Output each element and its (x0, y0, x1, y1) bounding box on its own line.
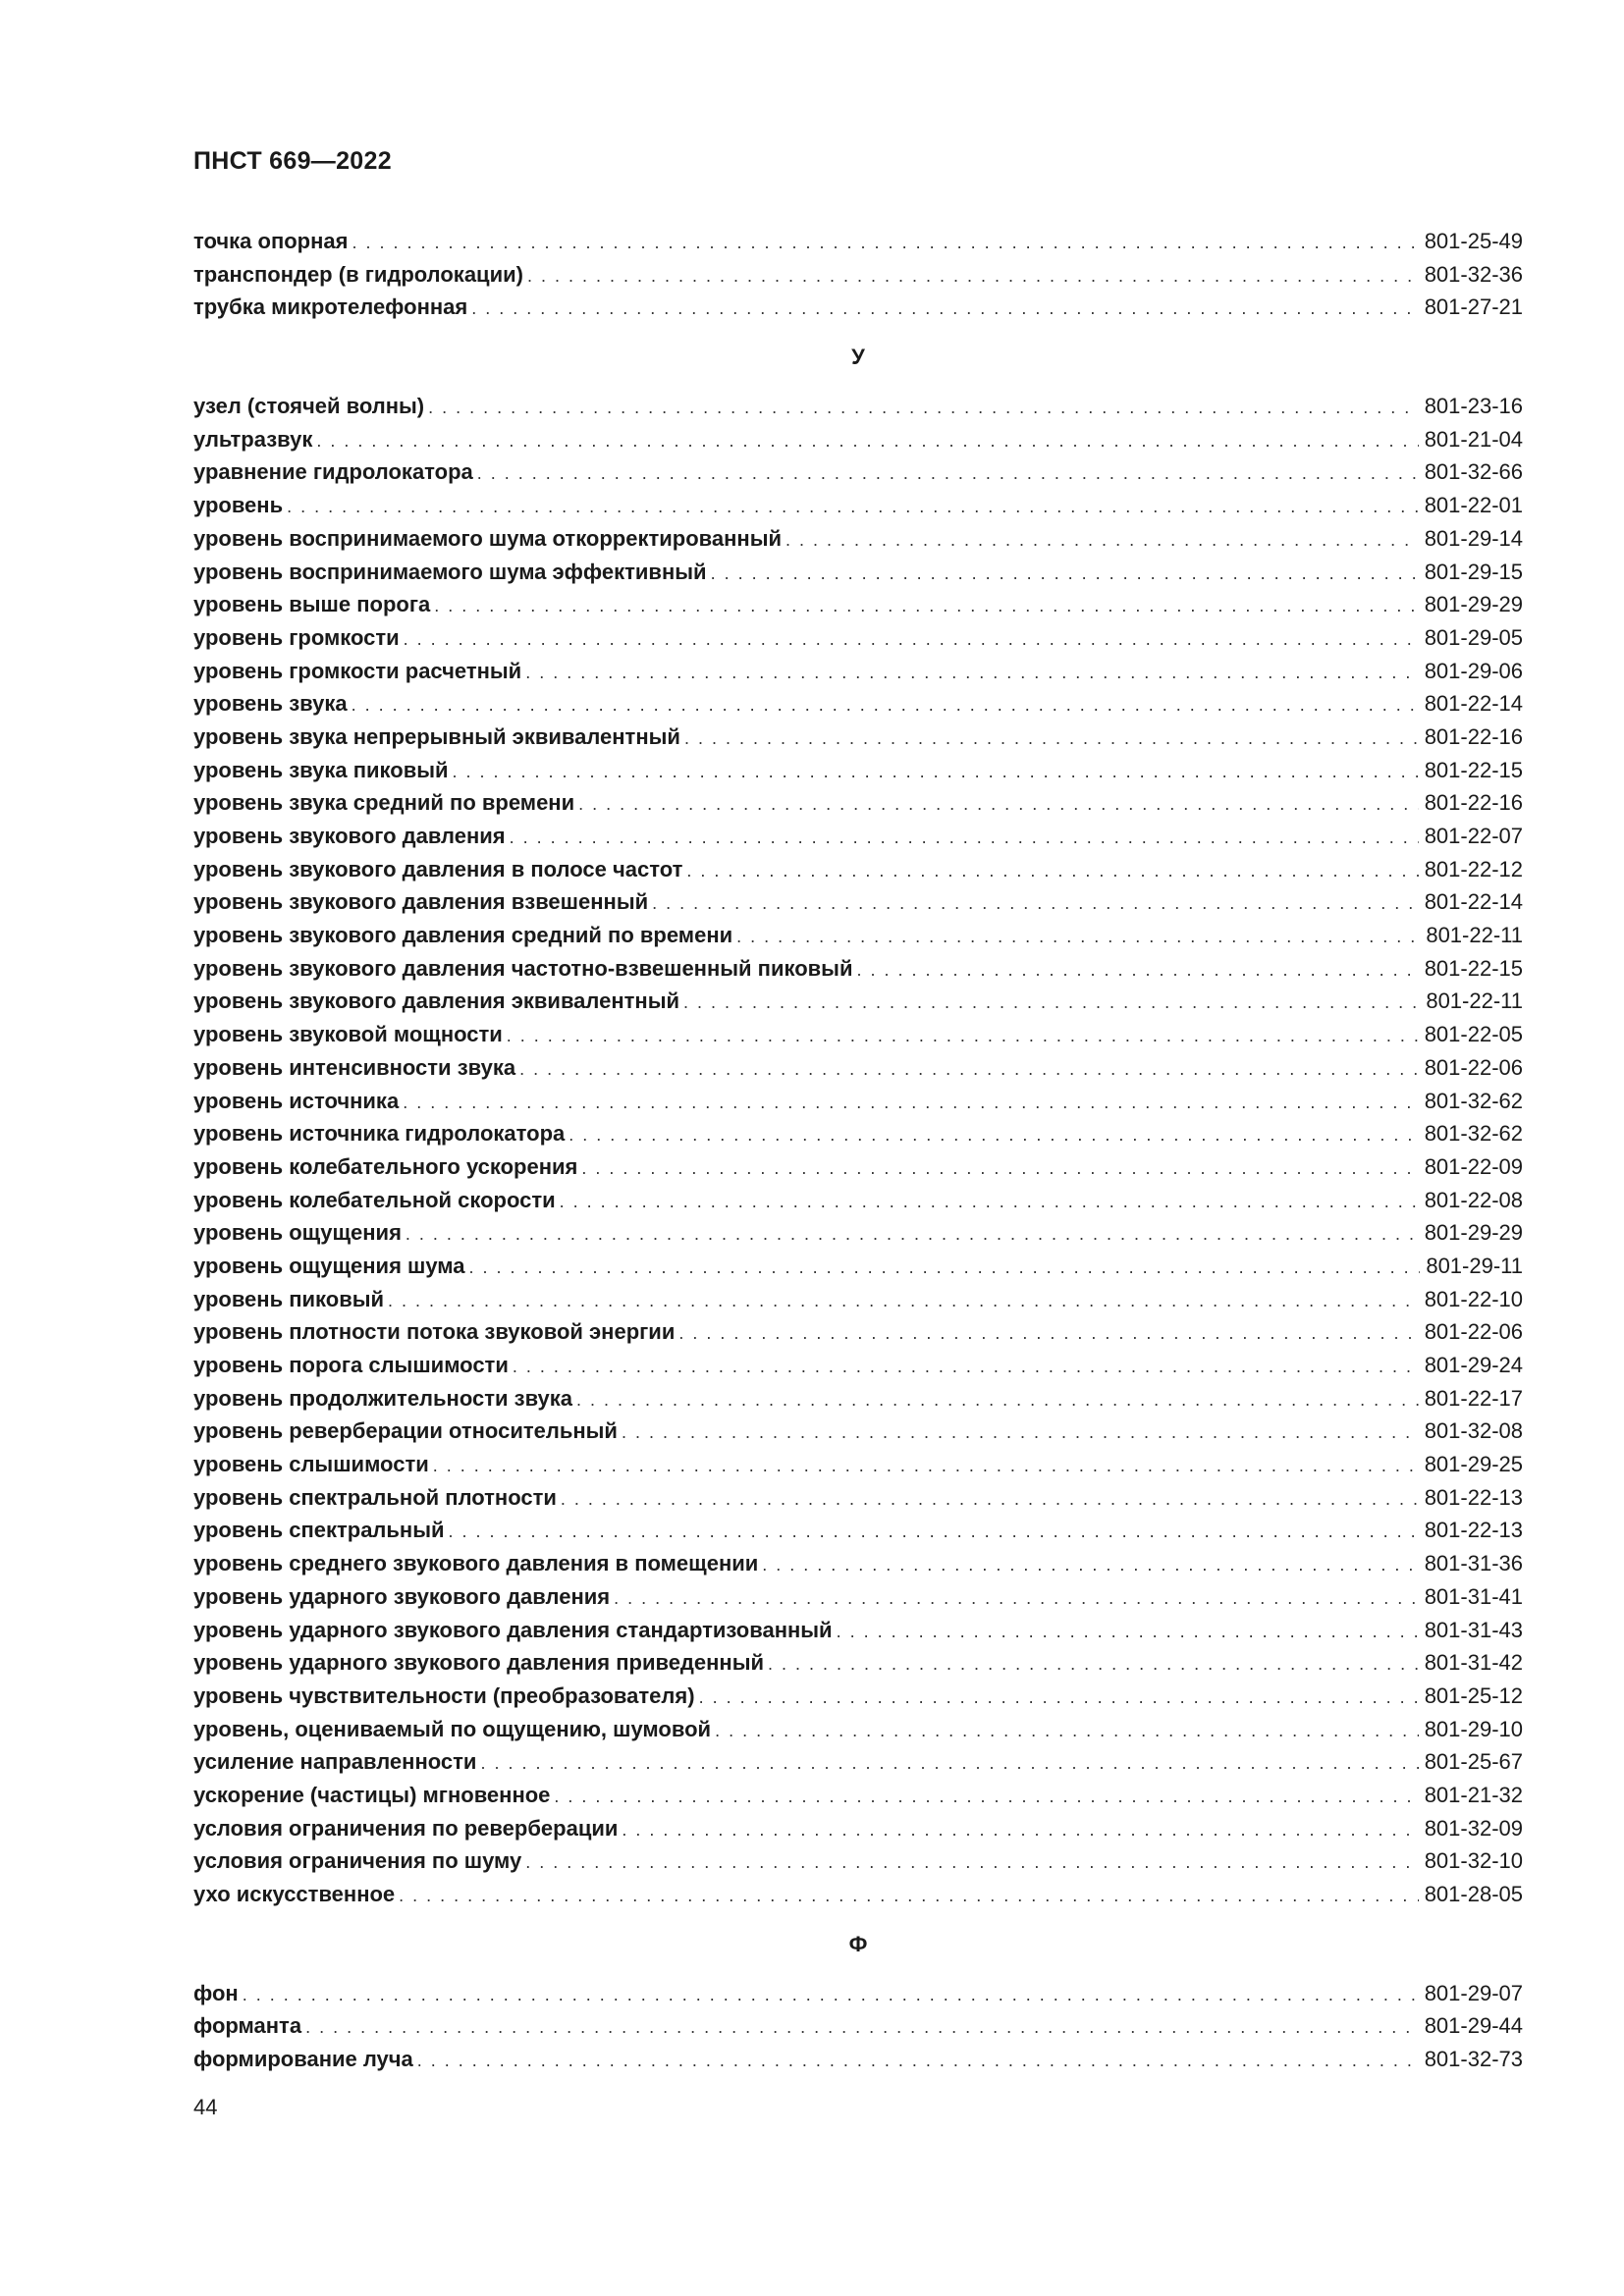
dot-leader (287, 491, 1419, 524)
entry-term: уровень громкости (193, 624, 400, 650)
dot-leader (513, 1351, 1419, 1384)
index-entry (193, 820, 1523, 853)
index-entry (193, 1514, 1523, 1547)
entry-term: уровень колебательного ускорения (193, 1153, 578, 1179)
dot-leader (417, 2045, 1419, 2078)
entry-code: 801-22-11 (1426, 988, 1523, 1014)
entry-term: уровень звукового давления взвешенный (193, 889, 649, 915)
dot-leader (434, 590, 1418, 623)
entry-term: уровень пиковый (193, 1286, 385, 1311)
entry-code: 801-32-62 (1424, 1121, 1523, 1147)
dot-leader (652, 887, 1419, 921)
entry-term: уровень звука (193, 691, 348, 717)
index-entry (193, 621, 1523, 655)
entry-term: уровень звука непрерывный эквивалентный (193, 723, 680, 749)
entry-code: 801-21-32 (1424, 1782, 1523, 1807)
index-entry (193, 390, 1523, 423)
entry-term: уровень звукового давления эквивалентный (193, 988, 679, 1014)
dot-leader (711, 558, 1419, 591)
dot-leader (837, 1616, 1419, 1649)
dot-leader (578, 788, 1419, 822)
entry-term: уровень чувствительности (преобразователя) (193, 1682, 695, 1708)
entry-code: 801-22-05 (1424, 1022, 1523, 1047)
entry-term: узел (стоячей волны) (193, 394, 425, 419)
entry-term: усиление направленности (193, 1749, 477, 1775)
dot-leader (683, 987, 1420, 1020)
index-entry (193, 1315, 1523, 1349)
entry-term: уровень источника (193, 1088, 400, 1113)
entry-code: 801-32-36 (1424, 261, 1523, 287)
entry-term: уровень продолжительности звука (193, 1385, 573, 1411)
index-entry (193, 1283, 1523, 1316)
dot-leader (768, 1648, 1419, 1682)
entry-code: 801-22-14 (1424, 889, 1523, 915)
entry-term: уровень ощущения (193, 1220, 402, 1246)
entry-code: 801-32-73 (1424, 2047, 1523, 2072)
entry-term: уровень звуковой мощности (193, 1022, 503, 1047)
entry-term: уровень звука средний по времени (193, 790, 575, 816)
entry-code: 801-22-11 (1426, 923, 1523, 948)
entry-term: ультразвук (193, 426, 313, 452)
entry-code: 801-21-04 (1424, 426, 1523, 452)
entry-term: уровень ударного звукового давления (193, 1583, 611, 1609)
dot-leader (388, 1285, 1419, 1318)
index-entry (193, 1779, 1523, 1812)
dot-leader (403, 1087, 1419, 1120)
entry-term: уровень слышимости (193, 1452, 429, 1477)
dot-leader (785, 524, 1419, 558)
entry-term: уровень, оцениваемый по ощущению, шумовой (193, 1716, 712, 1741)
index-entry (193, 1117, 1523, 1150)
index-entry (193, 1977, 1523, 2010)
index-entry (193, 1844, 1523, 1878)
index-entry (193, 1580, 1523, 1614)
index-section (193, 1911, 1523, 2076)
index-entry (193, 1812, 1523, 1845)
index-entry (193, 1448, 1523, 1481)
dot-leader (243, 1979, 1419, 2012)
dot-leader (525, 1846, 1418, 1880)
entry-code: 801-22-06 (1424, 1054, 1523, 1080)
dot-leader (554, 1781, 1418, 1814)
dot-leader (762, 1549, 1418, 1582)
entry-term: уровень (193, 493, 284, 518)
index-entry (193, 1018, 1523, 1051)
entry-code: 801-29-29 (1424, 1220, 1523, 1246)
entry-term: уровень звукового давления частотно-взвешенный пиковый (193, 955, 853, 981)
entry-code: 801-22-12 (1424, 856, 1523, 881)
index-entry (193, 885, 1523, 919)
entry-code: 801-29-44 (1424, 2013, 1523, 2039)
entry-term: уровень ощущения шума (193, 1253, 465, 1278)
entry-code: 801-22-14 (1424, 691, 1523, 717)
dot-leader (614, 1582, 1419, 1616)
index-entry (193, 1349, 1523, 1382)
entry-code: 801-22-07 (1424, 824, 1523, 848)
index-entry (193, 2009, 1523, 2043)
entry-term: уровень воспринимаемого шума откорректированный (193, 525, 783, 551)
index-entry (193, 1878, 1523, 1911)
entry-code: 801-25-12 (1424, 1682, 1523, 1708)
entry-code: 801-22-10 (1424, 1286, 1523, 1311)
index-entry (193, 1150, 1523, 1184)
entry-code: 801-29-14 (1424, 525, 1523, 551)
entry-code: 801-31-43 (1424, 1617, 1523, 1642)
entry-term: уравнение гидролокатора (193, 459, 473, 485)
index-entry (193, 588, 1523, 621)
entry-code: 801-32-10 (1424, 1848, 1523, 1874)
entry-term: уровень спектральной плотности (193, 1484, 557, 1510)
index-entry (193, 1481, 1523, 1515)
entry-code: 801-29-25 (1424, 1452, 1523, 1477)
dot-leader (316, 425, 1418, 458)
entry-term: уровень громкости расчетный (193, 658, 522, 683)
dot-leader (507, 1020, 1419, 1053)
entry-term: уровень выше порога (193, 592, 431, 617)
dot-leader (525, 657, 1418, 690)
entry-term: ускорение (частицы) мгновенное (193, 1782, 551, 1807)
dot-leader (581, 1152, 1418, 1186)
index-entry (193, 1250, 1523, 1283)
entry-code: 801-29-07 (1424, 1980, 1523, 2005)
entry-code: 801-22-09 (1424, 1153, 1523, 1179)
dot-leader (576, 1384, 1419, 1417)
entry-code: 801-29-05 (1424, 624, 1523, 650)
entry-term: фон (193, 1980, 239, 2005)
entry-code: 801-29-11 (1426, 1253, 1523, 1278)
entry-term: уровень колебательной скорости (193, 1187, 556, 1212)
entry-term: уровень среднего звукового давления в помещении (193, 1551, 759, 1576)
entry-term: условия ограничения по реверберации (193, 1815, 619, 1841)
entry-code: 801-22-15 (1424, 757, 1523, 782)
entry-code: 801-32-66 (1424, 459, 1523, 485)
entry-term: уровень спектральный (193, 1518, 445, 1543)
entry-term: условия ограничения по шуму (193, 1848, 522, 1874)
index-section (193, 324, 1523, 1911)
dot-leader (715, 1715, 1419, 1748)
entry-term: точка опорная (193, 229, 349, 253)
entry-term: формирование луча (193, 2047, 413, 2072)
dot-leader (686, 855, 1418, 888)
entry-code: 801-27-21 (1424, 294, 1523, 320)
entry-code: 801-22-15 (1424, 955, 1523, 981)
entry-code: 801-32-62 (1424, 1088, 1523, 1113)
entry-term: уровень звукового давления в полосе частот (193, 856, 683, 881)
entry-code: 801-31-36 (1424, 1551, 1523, 1576)
entry-code: 801-22-06 (1424, 1319, 1523, 1345)
index-entry (193, 1184, 1523, 1217)
entry-term: уровень реверберации относительный (193, 1418, 618, 1444)
index-entry (193, 655, 1523, 688)
entry-term: уровень звукового давления средний по времени (193, 923, 733, 948)
index-entry (193, 1646, 1523, 1680)
entry-code: 801-28-05 (1424, 1882, 1523, 1906)
index-entry (193, 952, 1523, 986)
entry-term: уровень интенсивности звука (193, 1054, 516, 1080)
index-entry (193, 919, 1523, 952)
dot-leader (736, 921, 1420, 954)
index-entry (193, 1713, 1523, 1746)
dot-leader (510, 822, 1419, 855)
dot-leader (399, 1880, 1419, 1913)
page-number: 44 (193, 2095, 218, 2119)
index-entry (193, 1216, 1523, 1250)
page-header: ПНСТ 669—2022 (193, 147, 392, 175)
entry-code: 801-22-08 (1424, 1187, 1523, 1212)
index-entry (193, 1051, 1523, 1085)
dot-leader (433, 1450, 1419, 1483)
entry-code: 801-29-15 (1424, 559, 1523, 584)
dot-leader (561, 1483, 1419, 1517)
index-entry (193, 2043, 1523, 2076)
dot-leader (352, 689, 1419, 722)
entry-code: 801-29-29 (1424, 592, 1523, 617)
entry-term: форманта (193, 2013, 302, 2039)
entry-code: 801-29-10 (1424, 1716, 1523, 1741)
index-entry (193, 522, 1523, 556)
index-entry (193, 1382, 1523, 1415)
entry-term: трубка микротелефонная (193, 294, 468, 320)
dot-leader (568, 1119, 1418, 1152)
section-letter: У (851, 345, 865, 370)
dot-leader (622, 1416, 1419, 1450)
index-entry (193, 423, 1523, 456)
index-entry (193, 754, 1523, 787)
entry-code: 801-22-13 (1424, 1484, 1523, 1510)
entry-code: 801-25-49 (1424, 229, 1523, 253)
index-entry (193, 687, 1523, 721)
entry-term: ухо искусственное (193, 1882, 396, 1906)
index-entry (193, 985, 1523, 1018)
dot-leader (469, 1252, 1421, 1285)
dot-leader (404, 623, 1419, 657)
section-letter: Ф (848, 1931, 868, 1956)
index-entry (193, 1745, 1523, 1779)
entry-code: 801-22-01 (1424, 493, 1523, 518)
index-entry (193, 489, 1523, 522)
term-index (193, 225, 1523, 2076)
entry-term: уровень звукового давления (193, 824, 506, 848)
dot-leader (471, 293, 1418, 326)
index-entry (193, 1085, 1523, 1118)
entry-term: уровень воспринимаемого шума эффективный (193, 559, 707, 584)
index-entry (193, 556, 1523, 589)
dot-leader (352, 227, 1418, 260)
index-entry (193, 258, 1523, 292)
index-entry (193, 291, 1523, 324)
index-entry (193, 1415, 1523, 1448)
dot-leader (857, 954, 1419, 988)
dot-leader (305, 2011, 1419, 2045)
dot-leader (477, 457, 1419, 491)
entry-code: 801-22-16 (1424, 790, 1523, 816)
entry-term: уровень источника гидролокатора (193, 1121, 566, 1147)
dot-leader (428, 392, 1419, 425)
dot-leader (519, 1053, 1419, 1087)
index-section (193, 225, 1523, 324)
dot-leader (699, 1682, 1419, 1715)
entry-term: уровень звука пиковый (193, 757, 449, 782)
dot-leader (622, 1814, 1418, 1847)
entry-term: транспондер (в гидролокации) (193, 261, 523, 287)
dot-leader (406, 1218, 1419, 1252)
dot-leader (480, 1747, 1418, 1781)
index-entry (193, 1547, 1523, 1580)
index-entry (193, 1614, 1523, 1647)
entry-code: 801-23-16 (1424, 394, 1523, 419)
dot-leader (560, 1186, 1419, 1219)
entry-code: 801-29-06 (1424, 658, 1523, 683)
entry-code: 801-31-41 (1424, 1583, 1523, 1609)
dot-leader (453, 756, 1419, 789)
index-entry (193, 455, 1523, 489)
entry-term: уровень ударного звукового давления приведенный (193, 1650, 765, 1676)
entry-code: 801-22-17 (1424, 1385, 1523, 1411)
entry-term: уровень порога слышимости (193, 1353, 509, 1377)
entry-code: 801-29-24 (1424, 1353, 1523, 1377)
entry-term: уровень ударного звукового давления стандартизованный (193, 1617, 833, 1642)
entry-code: 801-31-42 (1424, 1650, 1523, 1676)
index-entry (193, 1680, 1523, 1713)
dot-leader (678, 1317, 1418, 1351)
index-entry (193, 853, 1523, 886)
index-entry (193, 225, 1523, 258)
index-entry (193, 786, 1523, 820)
entry-code: 801-22-13 (1424, 1518, 1523, 1543)
dot-leader (527, 260, 1419, 294)
entry-code: 801-32-08 (1424, 1418, 1523, 1444)
index-entry (193, 721, 1523, 754)
entry-code: 801-25-67 (1424, 1749, 1523, 1775)
entry-term: уровень плотности потока звуковой энергии (193, 1319, 676, 1345)
dot-leader (449, 1516, 1419, 1549)
dot-leader (684, 722, 1419, 756)
entry-code: 801-32-09 (1424, 1815, 1523, 1841)
entry-code: 801-22-16 (1424, 723, 1523, 749)
